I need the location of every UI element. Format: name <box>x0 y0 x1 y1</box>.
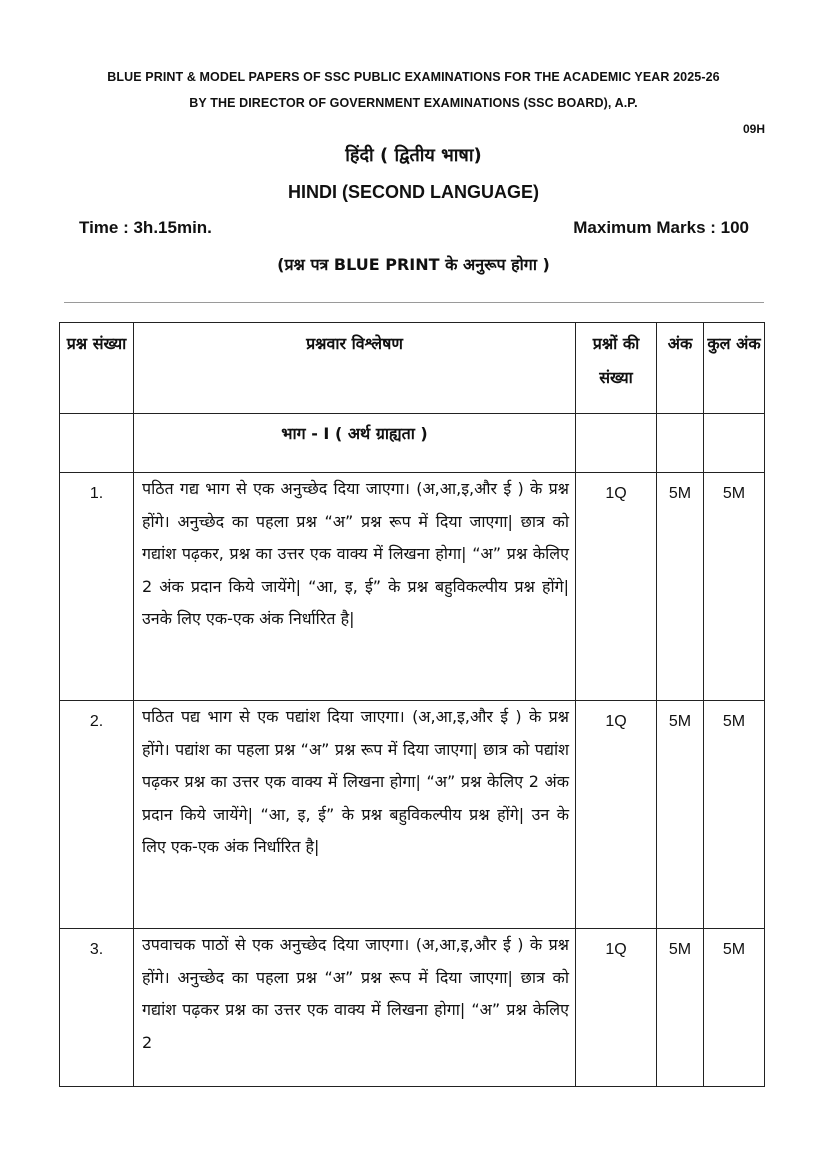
title-english: HINDI (SECOND LANGUAGE) <box>288 182 539 202</box>
header-line-1: BLUE PRINT & MODEL PAPERS OF SSC PUBLIC EXAMINATIONS FOR THE ACADEMIC YEAR 2025-26 <box>107 70 720 84</box>
table-header-row <box>60 323 765 414</box>
title-hindi: हिंदी ( द्वितीय भाषा) <box>345 145 482 166</box>
question-number: 1. <box>60 473 134 701</box>
blueprint-note: (प्रश्न पत्र BLUE PRINT के अनुरूप होगा ) <box>277 255 550 274</box>
question-number: 2. <box>60 701 134 929</box>
section-row <box>60 414 765 473</box>
section-label: भाग - I ( अर्थ ग्राह्यता ) <box>134 414 576 473</box>
header-marks: अंक <box>657 323 704 414</box>
question-total: 5M <box>704 473 765 701</box>
question-marks: 5M <box>657 701 704 929</box>
header-line-2: BY THE DIRECTOR OF GOVERNMENT EXAMINATIONS (SSC BOARD), A.P. <box>189 96 638 110</box>
question-count: 1Q <box>576 929 657 1087</box>
paper-code: 09H <box>742 122 765 136</box>
header-total: कुल अंक <box>704 323 765 414</box>
header-analysis: प्रश्नवार विश्लेषण <box>134 323 576 414</box>
question-description: पठित पद्य भाग से एक पद्यांश दिया जाएगा। (अ,आ,इ,और ई ) के प्रश्न होंगे। पद्यांश का पहला प्रश्न “अ” प्रश्न रूप में दिया जाएगा| छात्र को पद्यांश पढ़कर प्रश्न का उत्तर एक वाक्य में लिखना होगा| “अ” प्रश्न केलिए 2 अंक प्रदान किये जायेंगे| “आ, इ, ई” के प्रश्न बहुविकल्पीय प्रश्न होंगे| उन के लिए एक-एक अंक निर्धारित है| <box>134 701 576 929</box>
table-row <box>60 701 765 929</box>
question-count: 1Q <box>576 701 657 929</box>
question-description: उपवाचक पाठों से एक अनुच्छेद दिया जाएगा। (अ,आ,इ,और ई ) के प्रश्न होंगे। अनुच्छेद का पहला प्रश्न “अ” प्रश्न रूप में दिया जाएगा| छात्र को गद्यांश पढ़कर प्रश्न का उत्तर एक वाक्य में लिखना होगा| “अ” प्रश्न केलिए 2 <box>134 929 576 1087</box>
question-marks: 5M <box>657 929 704 1087</box>
question-count: 1Q <box>576 473 657 701</box>
question-total: 5M <box>704 929 765 1087</box>
max-marks-label: Maximum Marks : 100 <box>573 218 749 237</box>
table-row <box>60 473 765 701</box>
divider <box>64 302 764 303</box>
time-label: Time : 3h.15min. <box>79 218 212 237</box>
blueprint-table <box>59 322 765 1087</box>
question-total: 5M <box>704 701 765 929</box>
question-number: 3. <box>60 929 134 1087</box>
question-marks: 5M <box>657 473 704 701</box>
header-q-no: प्रश्न संख्या <box>60 323 134 414</box>
header-count: प्रश्नों की संख्या <box>576 323 657 414</box>
question-description: पठित गद्य भाग से एक अनुच्छेद दिया जाएगा। (अ,आ,इ,और ई ) के प्रश्न होंगे। अनुच्छेद का पहला प्रश्न “अ” प्रश्न रूप में दिया जाएगा| छात्र को गद्यांश पढ़कर, प्रश्न का उत्तर एक वाक्य में लिखना होगा| “अ” प्रश्न केलिए 2 अंक प्रदान किये जायेंगे| “आ, इ, ई” के प्रश्न बहुविकल्पीय प्रश्न होंगे| उनके लिए एक-एक अंक निर्धारित है| <box>134 473 576 701</box>
table-row <box>60 929 765 1087</box>
